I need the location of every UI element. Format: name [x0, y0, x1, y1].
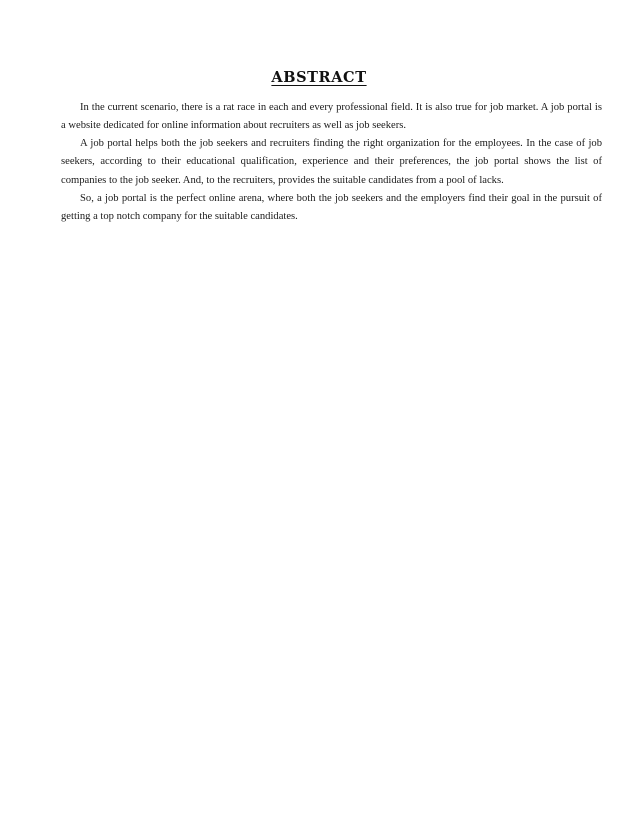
abstract-paragraph-3: So, a job portal is the perfect online arena, where both the job seekers and the employers find their goal in the pursuit of getting a top notch company for the suitable candidates.: [61, 192, 602, 222]
abstract-paragraph-1: In the current scenario, there is a rat race in each and every professional field. It is also true for job market. A job portal is a website dedicated for online information about recruiters as well as job seekers.: [61, 102, 602, 132]
abstract-title: ABSTRACT: [271, 69, 367, 86]
abstract-body: [61, 99, 602, 226]
abstract-paragraph-2: A job portal helps both the job seekers and recruiters finding the right organization for the employees. In the case of job seekers, according to their educational qualification, experience and their preferences, the job portal shows the list of companies to the job seeker. And, to the recruiters, provides the suitable candidates from a pool of lacks.: [61, 138, 602, 186]
